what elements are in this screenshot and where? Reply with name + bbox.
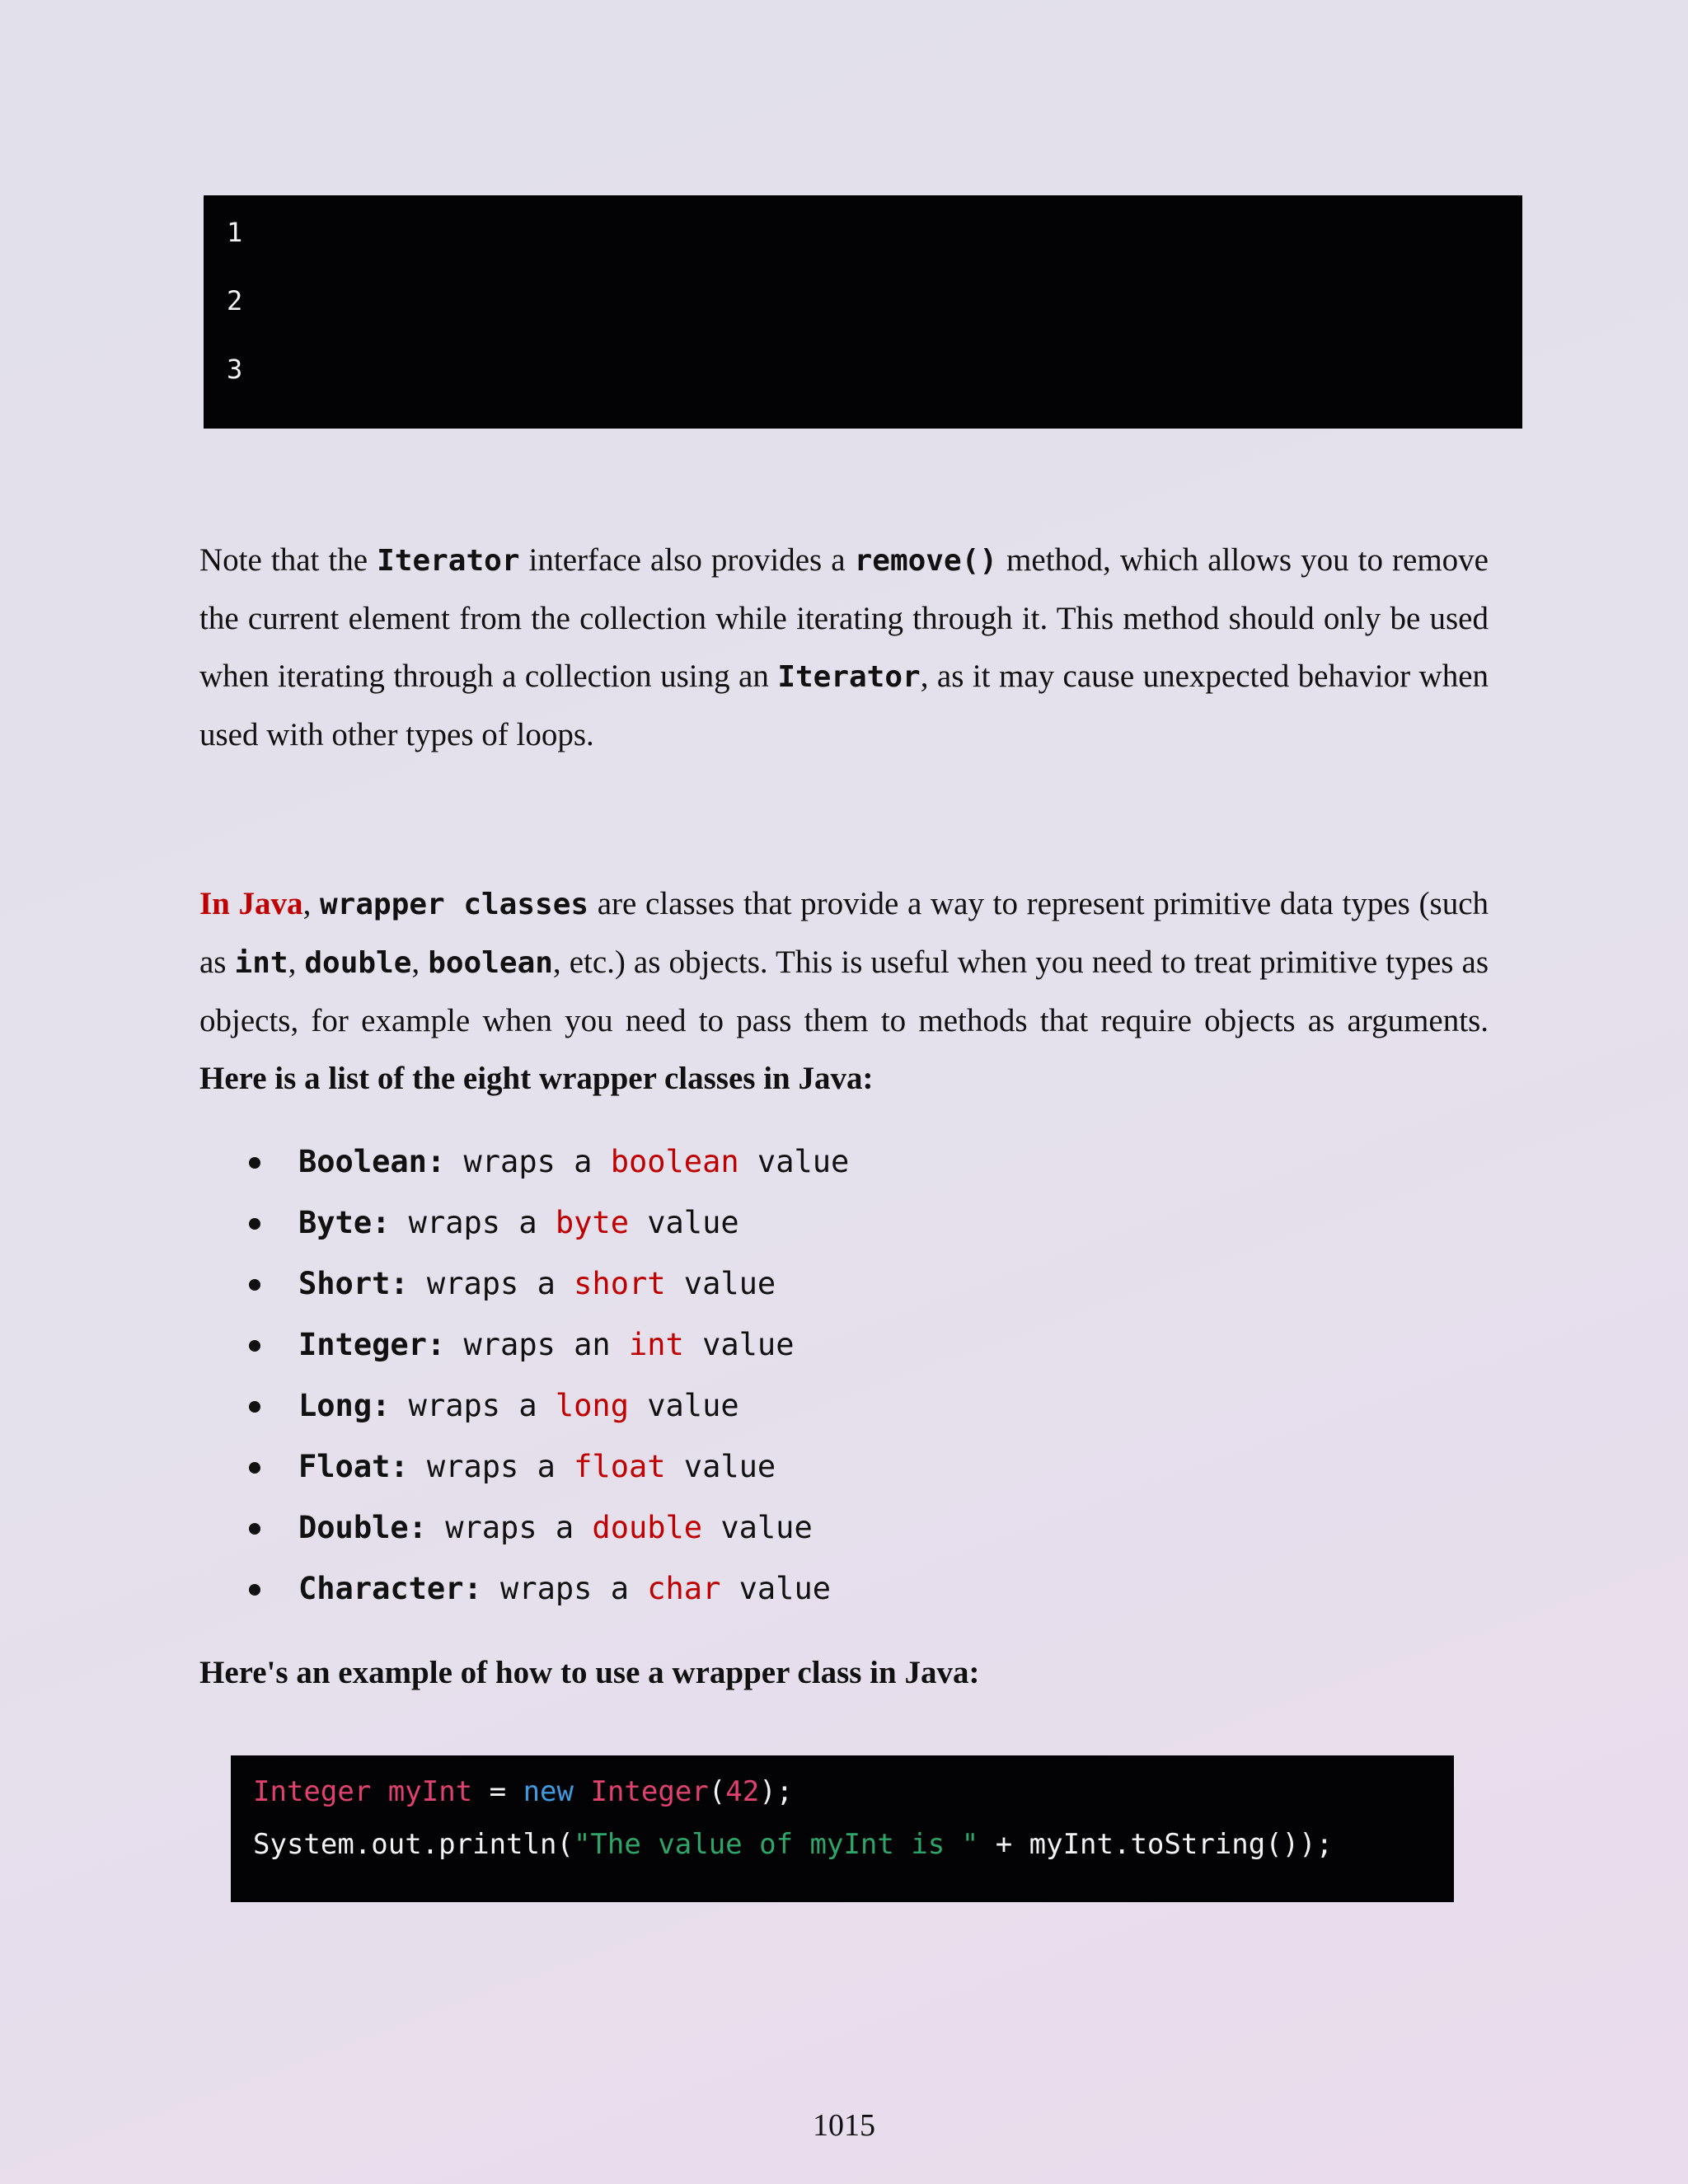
code-example-block	[231, 1755, 1454, 1902]
list-item	[199, 1193, 849, 1254]
inline-code-boolean: boolean	[428, 946, 553, 980]
code-token: Integer	[590, 1775, 709, 1808]
text-run: ,	[411, 944, 429, 980]
page-number: 1015	[813, 2108, 875, 2143]
code-line	[253, 1818, 1432, 1871]
inline-code-remove: remove()	[854, 544, 997, 578]
text-run: Note that the	[199, 542, 377, 578]
code-token: Integer	[253, 1775, 372, 1808]
text-run: ,	[288, 944, 305, 980]
list-item	[199, 1254, 849, 1315]
list-item	[199, 1132, 849, 1193]
code-token	[574, 1775, 590, 1808]
inline-code-iterator: Iterator	[777, 660, 921, 694]
code-token: + myInt.toString());	[978, 1828, 1334, 1861]
wrapper-class-name: Short:	[298, 1266, 409, 1301]
list-text: wraps a	[408, 1449, 574, 1484]
primitive-type: char	[647, 1571, 721, 1606]
code-token: myInt	[387, 1775, 473, 1808]
text-run: are classes that provide a way to represent primitive data types (such as	[199, 886, 1489, 980]
list-text: wraps a	[426, 1510, 593, 1545]
wrapper-list-intro: Here is a list of the eight wrapper classes in Java:	[199, 1061, 874, 1096]
example-heading: Here's an example of how to use a wrapper class in Java:	[199, 1655, 980, 1690]
list-text: wraps a	[408, 1266, 574, 1301]
code-token: =	[472, 1775, 523, 1808]
output-line: 2	[227, 285, 243, 316]
primitive-type: boolean	[610, 1144, 739, 1179]
primitive-type: int	[628, 1327, 684, 1362]
code-token	[371, 1775, 387, 1808]
bullet-icon	[249, 1462, 260, 1474]
iterator-note-paragraph	[199, 532, 1489, 764]
list-text: wraps an	[445, 1327, 629, 1362]
list-item	[199, 1497, 849, 1558]
list-text: value	[665, 1449, 776, 1484]
in-java-lead: In Java	[199, 886, 303, 921]
primitive-type: long	[555, 1388, 629, 1423]
output-line: 1	[227, 217, 243, 248]
code-token: new	[523, 1775, 574, 1808]
list-text: wraps a	[445, 1144, 611, 1179]
code-token: 42	[725, 1775, 760, 1808]
bullet-icon	[249, 1157, 260, 1169]
bullet-icon	[249, 1218, 260, 1230]
primitive-type: short	[574, 1266, 666, 1301]
inline-code-int: int	[234, 946, 288, 980]
bullet-icon	[249, 1584, 260, 1596]
text-run: ,	[302, 886, 320, 921]
list-text: value	[738, 1144, 850, 1179]
bullet-icon	[249, 1523, 260, 1535]
inline-code-iterator: Iterator	[377, 544, 520, 578]
list-text: wraps a	[481, 1571, 648, 1606]
wrapper-class-name: Boolean:	[298, 1144, 446, 1179]
primitive-type: float	[574, 1449, 666, 1484]
list-text: value	[628, 1205, 739, 1240]
code-token: (	[708, 1775, 726, 1808]
list-item	[199, 1315, 849, 1376]
primitive-type: byte	[555, 1205, 629, 1240]
wrapper-class-list	[199, 1132, 849, 1619]
text-run: , etc.) as objects. This is useful when you need to treat primitive types as objects, for example when you need to pass them to methods that require objects as arguments.	[199, 944, 1489, 1038]
list-text: value	[628, 1388, 739, 1423]
primitive-type: double	[592, 1510, 703, 1545]
code-line	[253, 1765, 1432, 1818]
output-line: 3	[227, 354, 243, 385]
text-run: interface also provides a	[519, 542, 855, 578]
list-text: value	[720, 1571, 832, 1606]
wrapper-class-name: Character:	[298, 1571, 482, 1606]
list-text: value	[665, 1266, 776, 1301]
inline-code-wrapper-classes: wrapper classes	[320, 888, 589, 921]
text-run: , as it may cause unexpected behavior when used with other types of loops.	[199, 658, 1489, 752]
list-text: value	[702, 1510, 813, 1545]
wrapper-intro-paragraph	[199, 875, 1489, 1108]
code-token: "The value of myInt is "	[573, 1828, 979, 1861]
text-run: method, which allows you to remove the current element from the collection while iterating through it. This method should only be used when iterating through a collection using an	[199, 542, 1489, 694]
bullet-icon	[249, 1340, 260, 1352]
code-token: System.out.println(	[253, 1828, 574, 1861]
bullet-icon	[249, 1279, 260, 1291]
wrapper-class-name: Byte:	[298, 1205, 391, 1240]
list-item	[199, 1436, 849, 1497]
list-text: wraps a	[390, 1205, 556, 1240]
inline-code-double: double	[304, 946, 412, 980]
bullet-icon	[249, 1401, 260, 1413]
list-item	[199, 1558, 849, 1619]
program-output-block	[204, 195, 1522, 429]
wrapper-class-name: Integer:	[298, 1327, 446, 1362]
list-text: wraps a	[390, 1388, 556, 1423]
list-item	[199, 1376, 849, 1436]
wrapper-class-name: Float:	[298, 1449, 409, 1484]
list-text: value	[683, 1327, 795, 1362]
wrapper-class-name: Long:	[298, 1388, 391, 1423]
code-token: );	[759, 1775, 794, 1808]
wrapper-class-name: Double:	[298, 1510, 427, 1545]
